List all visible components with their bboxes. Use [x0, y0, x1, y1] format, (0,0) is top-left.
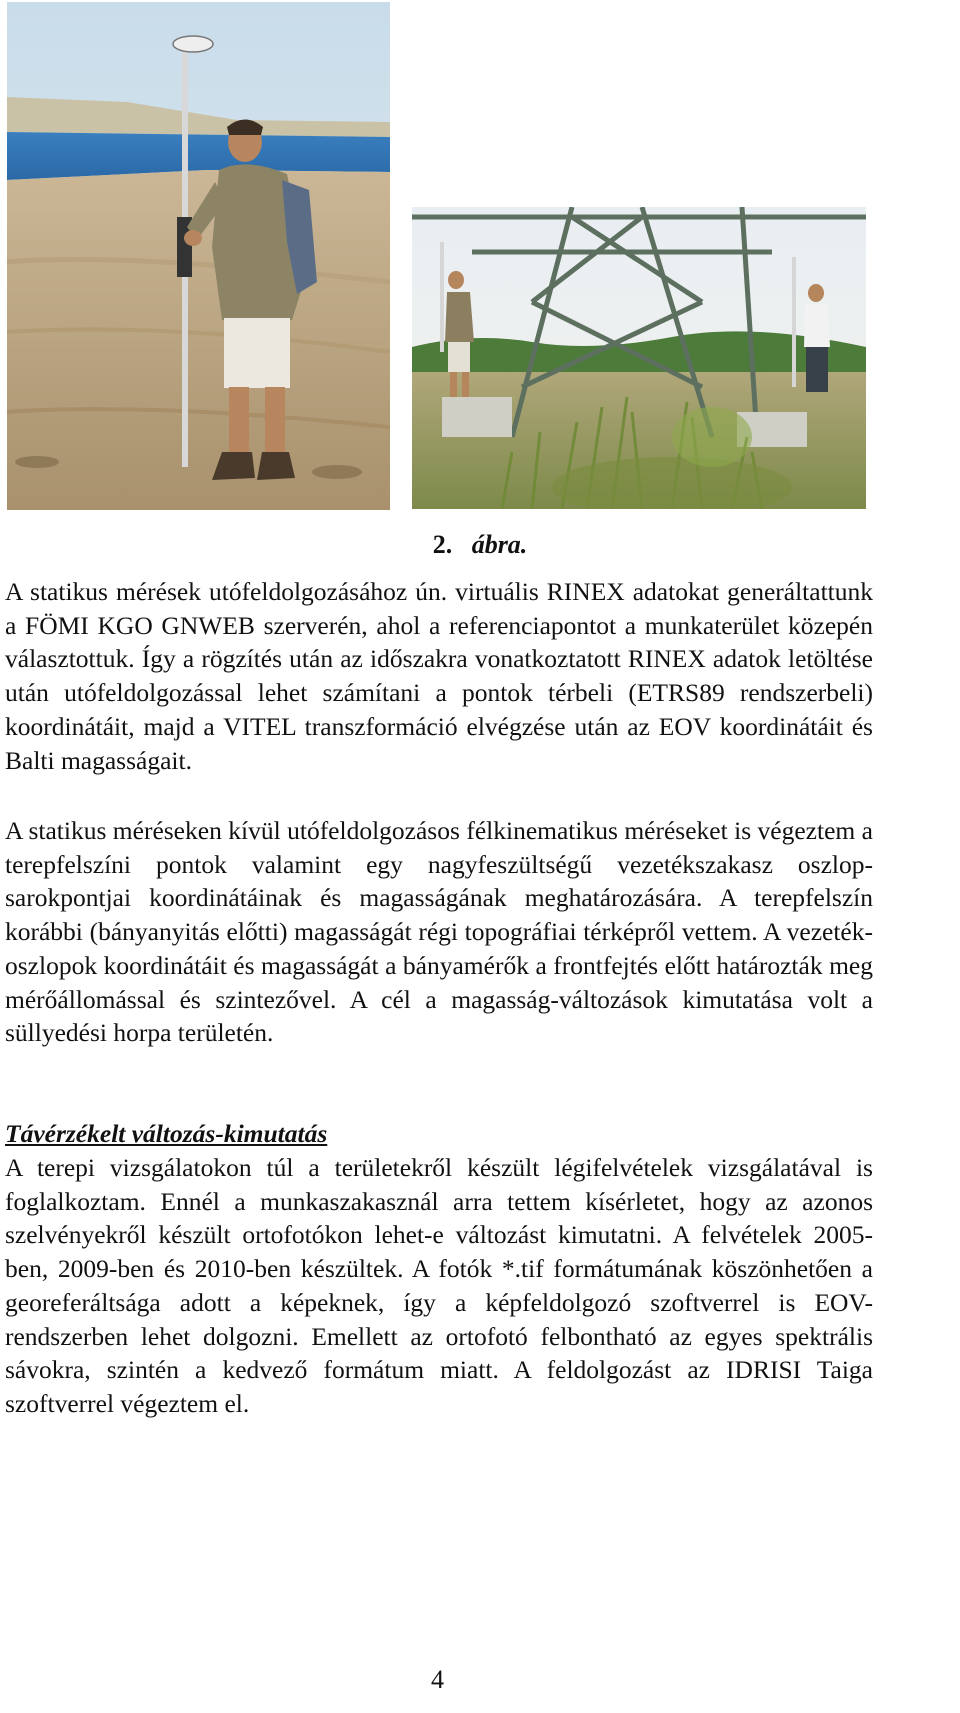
section-heading: Távérzékelt változás-kimutatás [5, 1119, 328, 1148]
figure-caption [0, 530, 960, 560]
photo-gnss-survey-shore [7, 2, 390, 510]
figure-caption-label: ábra. [471, 530, 528, 559]
paragraph-kinematic-measurements: A statikus méréseken kívül utófeldolgozásos félkinematikus méréseket is végeztem a terepfelszíni pontok valamint egy nagyfeszültségű vezetékszakasz oszlop-sarokpontjai koordinátáinak és magasságának meghatározására. A terepfelszín korábbi (bányanyitás előtti) magasságát régi topográfiai térképről vettem. A vezeték-oszlopok koordinátáit és magasságát a bányamérők a frontfejtés előtt határozták meg mérőállomással és szintezővel. A cél a magasság-változások kimutatása volt a süllyedési horpa területén. [5, 816, 873, 1048]
photo-gnss-survey-pylon [412, 207, 866, 509]
paragraph-remote-sensing: A terepi vizsgálatokon túl a területekről készült légifelvételek vizsgálatával is foglalkoztam. Ennél a munkaszakasznál arra tettem kísérletet, hogy az azonos szelvényekről készült ortofotókon lehet-e változást kimutatni. A felvételek 2005-ben, 2009-ben és 2010-ben készültek. A fotók *.tif formátumának köszönhetően a georeferáltsága adott a képeknek, így a képfeldolgozó szoftverrel is EOV-rendszerben lehet dolgozni. Emellett az ortofotó felbontható az egyes spektrális sávokra, szintén a kedvező formátum miatt. A feldolgozást az IDRISI Taiga szoftverrel végeztem el. [5, 1153, 873, 1418]
page-number: 4 [431, 1665, 444, 1694]
paragraph-static-measurements: A statikus mérések utófeldolgozásához ún. virtuális RINEX adatokat generáltattunk a FÖMI KGO GNWEB szerverén, ahol a referenciapontot a munkaterület közepén választottuk. Így a rögzítés után az időszakra vonatkoztatott RINEX adatok letöltése után utófeldolgozással lehet számítani a pontok térbeli (ETRS89 rendszerbeli) koordinátáit, majd a VITEL transzformáció elvégzése után az EOV koordinátáit és Balti magasságait. [5, 577, 873, 775]
figure-caption-number: 2. [432, 530, 453, 559]
